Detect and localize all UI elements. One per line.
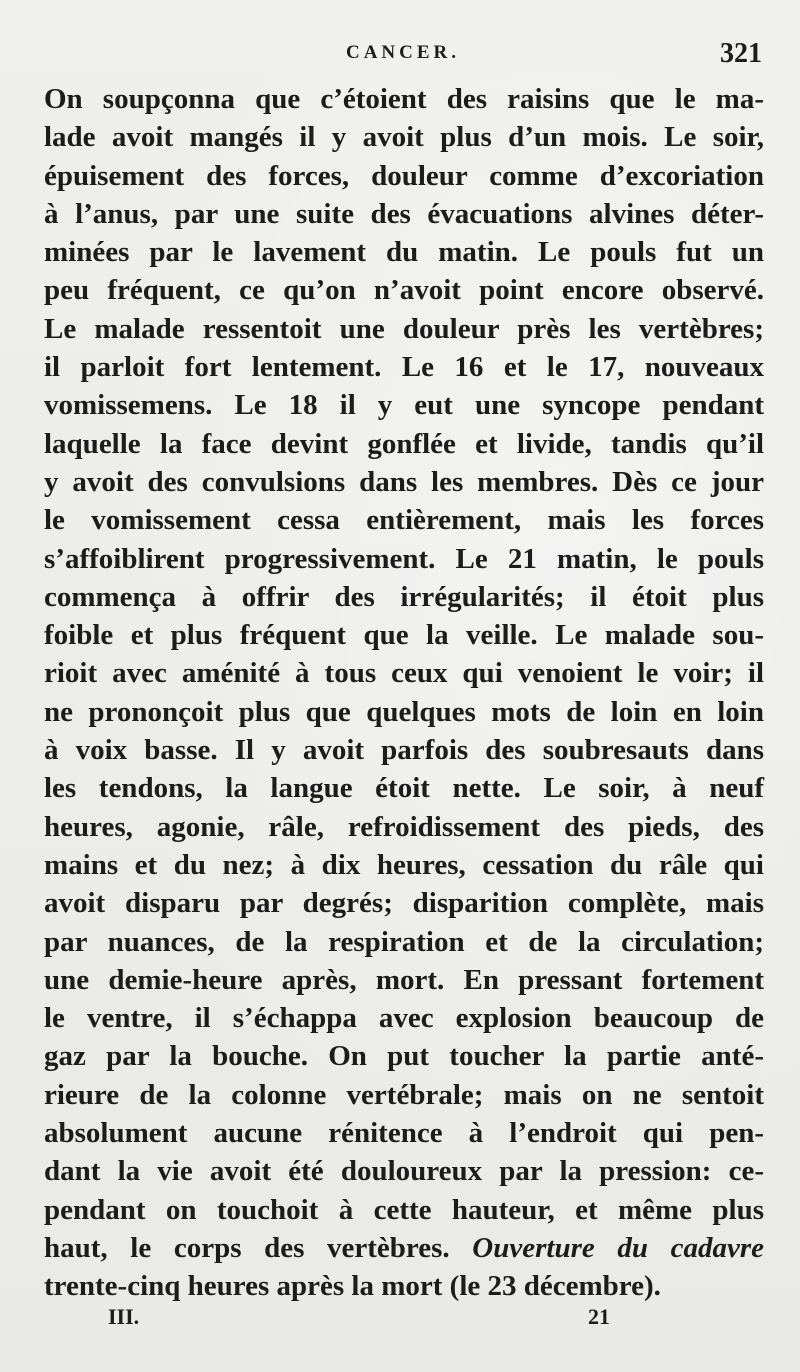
text-line: ne prononçoit plus que quelques mots de loin en loin xyxy=(44,695,764,728)
text-line: dant la vie avoit été douloureux par la pression: ce- xyxy=(44,1155,764,1188)
text-line: minées par le lavement du matin. Le pouls fut un xyxy=(44,236,764,269)
text-line: rioit avec aménité à tous ceux qui venoient le voir; il xyxy=(44,657,764,690)
text-line: mains et du nez; à dix heures, cessation du râle qui xyxy=(44,848,764,881)
italic-phrase: Ouverture du cadavre xyxy=(472,1231,764,1264)
gathering-mark: 21 xyxy=(588,1304,610,1329)
text-line: rieure de la colonne vertébrale; mais on ne sentoit xyxy=(44,1078,764,1111)
running-title: CANCER. xyxy=(345,42,461,63)
text-line: Le malade ressentoit une douleur près les vertèbres; xyxy=(44,312,764,345)
text-line: le ventre, il s’échappa avec explosion beaucoup de xyxy=(44,1002,764,1035)
text-line: à l’anus, par une suite des évacuations alvines déter- xyxy=(44,197,764,230)
text-line-with-italic xyxy=(44,1229,764,1267)
page-number: 321 xyxy=(720,38,762,69)
body-text xyxy=(44,80,764,1306)
text-line: foible et plus fréquent que la veille. Le malade sou- xyxy=(44,619,764,652)
text-line: heures, agonie, râle, refroidissement des pieds, des xyxy=(44,810,764,843)
text-line: épuisement des forces, douleur comme d’excoriation xyxy=(44,159,764,192)
text-line: par nuances, de la respiration et de la circulation; xyxy=(44,925,764,958)
text-line: vomissemens. Le 18 il y eut une syncope pendant xyxy=(44,389,764,422)
text-line: laquelle la face devint gonflée et livide, tandis qu’il xyxy=(44,427,764,460)
signature-mark: III. xyxy=(108,1304,140,1329)
text-line: peu fréquent, ce qu’on n’avoit point encore observé. xyxy=(44,274,764,307)
text-line: le vomissement cessa entièrement, mais les forces xyxy=(44,504,764,537)
text-line: avoit disparu par degrés; disparition complète, mais xyxy=(44,887,764,920)
text-line: les tendons, la langue étoit nette. Le soir, à neuf xyxy=(44,772,764,805)
text-line: pendant on touchoit à cette hauteur, et même plus xyxy=(44,1193,764,1226)
text-line-last: trente-cinq heures après la mort (le 23 décembre). xyxy=(44,1270,661,1303)
running-head xyxy=(44,38,762,78)
text-line: y avoit des convulsions dans les membres. Dès ce jour xyxy=(44,465,764,498)
text-line: une demie-heure après, mort. En pressant fortement xyxy=(44,963,764,996)
text-line: s’affoiblirent progressivement. Le 21 matin, le pouls xyxy=(44,542,764,575)
text-line-start: haut, le corps des vertèbres. xyxy=(44,1231,450,1264)
text-line: absolument aucune rénitence à l’endroit qui pen- xyxy=(44,1117,764,1150)
text-line: On soupçonna que c’étoient des raisins que le ma- xyxy=(44,83,764,115)
text-line: lade avoit mangés il y avoit plus d’un mois. Le soir, xyxy=(44,121,764,154)
text-line: gaz par la bouche. On put toucher la partie anté- xyxy=(44,1040,764,1073)
text-line: commença à offrir des irrégularités; il étoit plus xyxy=(44,580,764,613)
text-line: il parloit fort lentement. Le 16 et le 17, nouveaux xyxy=(44,351,764,384)
page-footer xyxy=(108,1304,628,1334)
text-line: à voix basse. Il y avoit parfois des soubresauts dans xyxy=(44,734,764,767)
